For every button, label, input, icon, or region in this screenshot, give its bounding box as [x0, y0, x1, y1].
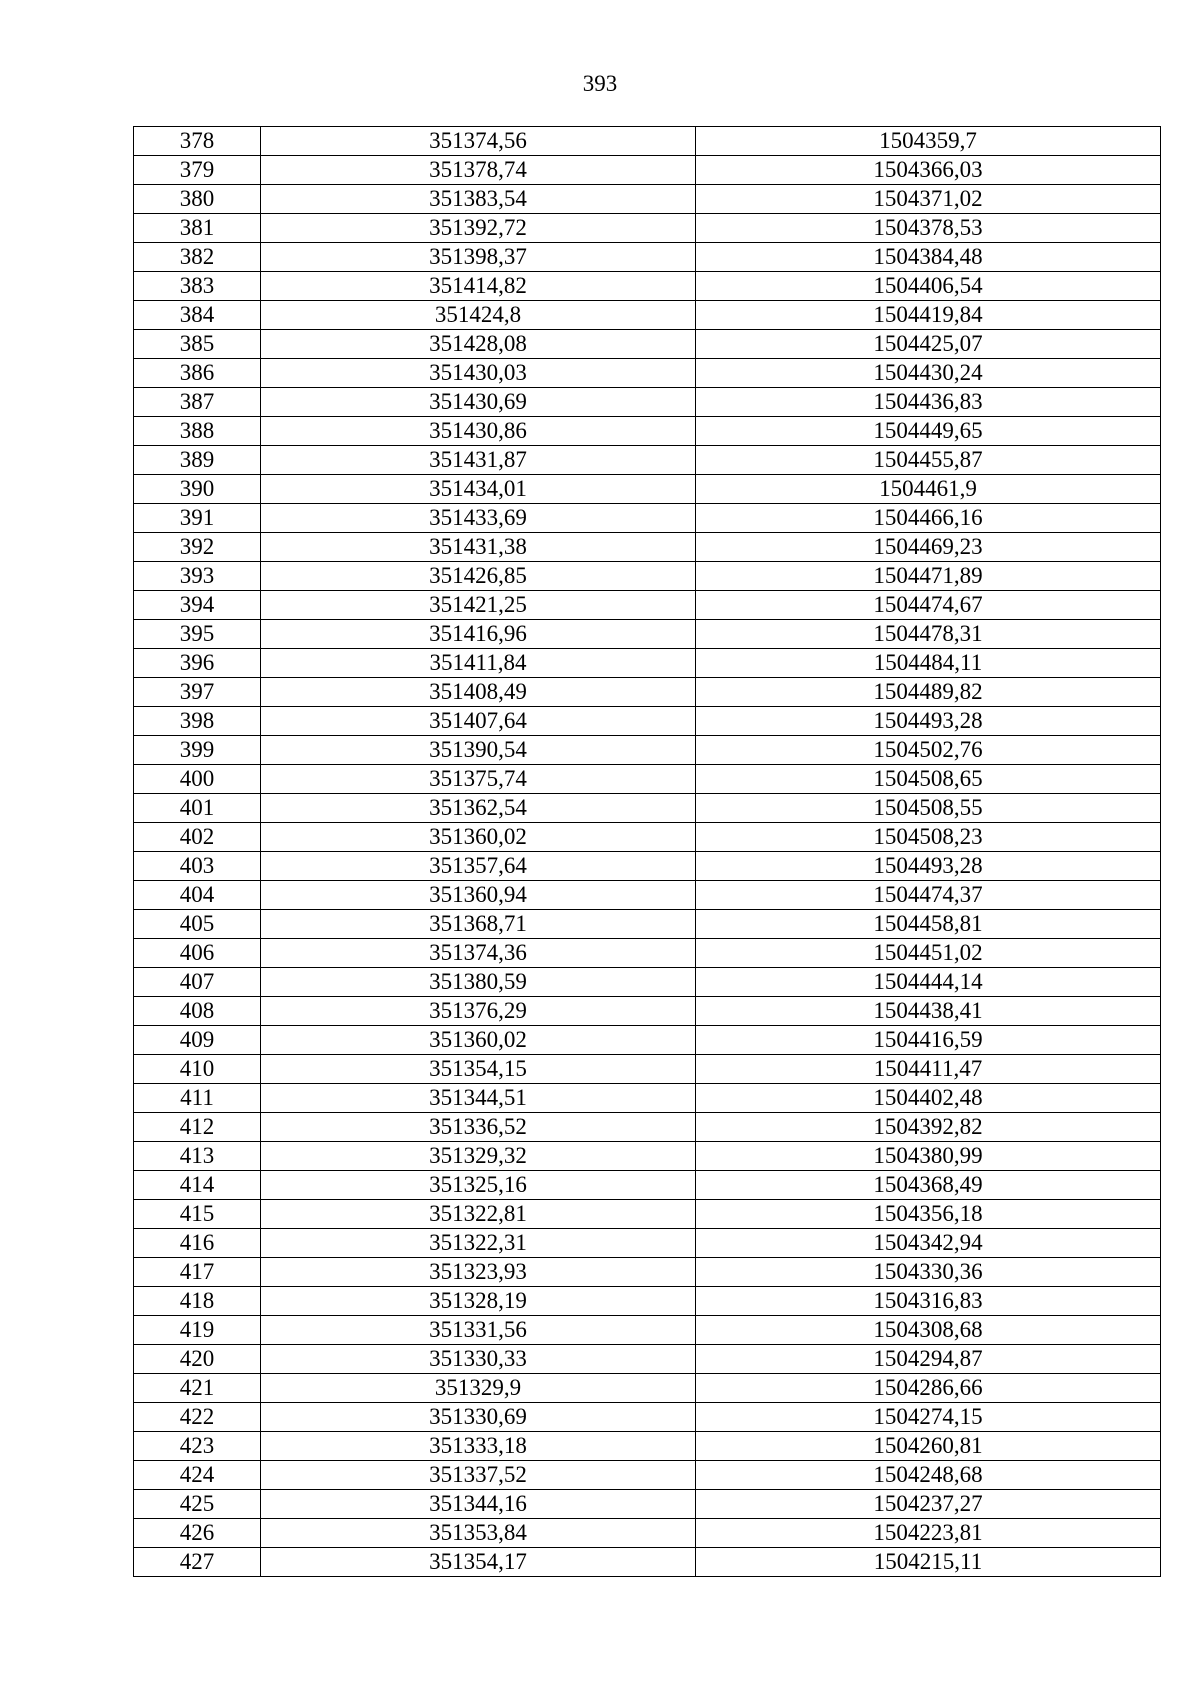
y-coordinate-cell: 1504425,07: [696, 330, 1161, 359]
table-row: [134, 765, 1161, 794]
table-row: [134, 910, 1161, 939]
y-coordinate-cell: 1504260,81: [696, 1432, 1161, 1461]
y-coordinate-cell: 1504493,28: [696, 852, 1161, 881]
point-number-cell: 401: [134, 794, 261, 823]
y-coordinate-cell: 1504368,49: [696, 1171, 1161, 1200]
x-coordinate-cell: 351426,85: [261, 562, 696, 591]
x-coordinate-cell: 351329,32: [261, 1142, 696, 1171]
point-number-cell: 394: [134, 591, 261, 620]
point-number-cell: 412: [134, 1113, 261, 1142]
point-number-cell: 426: [134, 1519, 261, 1548]
y-coordinate-cell: 1504469,23: [696, 533, 1161, 562]
y-coordinate-cell: 1504430,24: [696, 359, 1161, 388]
table-row: [134, 968, 1161, 997]
x-coordinate-cell: 351325,16: [261, 1171, 696, 1200]
table-row: [134, 997, 1161, 1026]
x-coordinate-cell: 351407,64: [261, 707, 696, 736]
table-row: [134, 1171, 1161, 1200]
x-coordinate-cell: 351375,74: [261, 765, 696, 794]
point-number-cell: 415: [134, 1200, 261, 1229]
y-coordinate-cell: 1504449,65: [696, 417, 1161, 446]
y-coordinate-cell: 1504466,16: [696, 504, 1161, 533]
y-coordinate-cell: 1504380,99: [696, 1142, 1161, 1171]
x-coordinate-cell: 351390,54: [261, 736, 696, 765]
point-number-cell: 399: [134, 736, 261, 765]
y-coordinate-cell: 1504359,7: [696, 127, 1161, 156]
x-coordinate-cell: 351416,96: [261, 620, 696, 649]
table-row: [134, 1548, 1161, 1577]
x-coordinate-cell: 351322,81: [261, 1200, 696, 1229]
x-coordinate-cell: 351411,84: [261, 649, 696, 678]
x-coordinate-cell: 351368,71: [261, 910, 696, 939]
y-coordinate-cell: 1504502,76: [696, 736, 1161, 765]
y-coordinate-cell: 1504489,82: [696, 678, 1161, 707]
y-coordinate-cell: 1504286,66: [696, 1374, 1161, 1403]
table-row: [134, 475, 1161, 504]
x-coordinate-cell: 351328,19: [261, 1287, 696, 1316]
table-row: [134, 533, 1161, 562]
y-coordinate-cell: 1504356,18: [696, 1200, 1161, 1229]
table-row: [134, 1374, 1161, 1403]
x-coordinate-cell: 351354,17: [261, 1548, 696, 1577]
x-coordinate-cell: 351431,38: [261, 533, 696, 562]
table-row: [134, 1113, 1161, 1142]
y-coordinate-cell: 1504371,02: [696, 185, 1161, 214]
y-coordinate-cell: 1504478,31: [696, 620, 1161, 649]
table-row: [134, 852, 1161, 881]
x-coordinate-cell: 351374,56: [261, 127, 696, 156]
y-coordinate-cell: 1504438,41: [696, 997, 1161, 1026]
point-number-cell: 416: [134, 1229, 261, 1258]
x-coordinate-cell: 351360,94: [261, 881, 696, 910]
x-coordinate-cell: 351408,49: [261, 678, 696, 707]
x-coordinate-cell: 351344,16: [261, 1490, 696, 1519]
point-number-cell: 411: [134, 1084, 261, 1113]
x-coordinate-cell: 351362,54: [261, 794, 696, 823]
y-coordinate-cell: 1504444,14: [696, 968, 1161, 997]
table-row: [134, 649, 1161, 678]
point-number-cell: 398: [134, 707, 261, 736]
x-coordinate-cell: 351336,52: [261, 1113, 696, 1142]
x-coordinate-cell: 351353,84: [261, 1519, 696, 1548]
point-number-cell: 400: [134, 765, 261, 794]
y-coordinate-cell: 1504461,9: [696, 475, 1161, 504]
point-number-cell: 419: [134, 1316, 261, 1345]
x-coordinate-cell: 351376,29: [261, 997, 696, 1026]
point-number-cell: 384: [134, 301, 261, 330]
point-number-cell: 383: [134, 272, 261, 301]
table-row: [134, 330, 1161, 359]
table-row: [134, 417, 1161, 446]
x-coordinate-cell: 351331,56: [261, 1316, 696, 1345]
y-coordinate-cell: 1504508,23: [696, 823, 1161, 852]
table-row: [134, 243, 1161, 272]
x-coordinate-cell: 351378,74: [261, 156, 696, 185]
table-row: [134, 736, 1161, 765]
x-coordinate-cell: 351431,87: [261, 446, 696, 475]
x-coordinate-cell: 351430,69: [261, 388, 696, 417]
table-row: [134, 388, 1161, 417]
page-number: 393: [582, 71, 618, 96]
y-coordinate-cell: 1504493,28: [696, 707, 1161, 736]
point-number-cell: 420: [134, 1345, 261, 1374]
table-row: [134, 272, 1161, 301]
y-coordinate-cell: 1504416,59: [696, 1026, 1161, 1055]
point-number-cell: 381: [134, 214, 261, 243]
table-row: [134, 1345, 1161, 1374]
table-row: [134, 562, 1161, 591]
point-number-cell: 424: [134, 1461, 261, 1490]
table-row: [134, 881, 1161, 910]
point-number-cell: 404: [134, 881, 261, 910]
x-coordinate-cell: 351430,03: [261, 359, 696, 388]
x-coordinate-cell: 351383,54: [261, 185, 696, 214]
point-number-cell: 414: [134, 1171, 261, 1200]
x-coordinate-cell: 351398,37: [261, 243, 696, 272]
y-coordinate-cell: 1504223,81: [696, 1519, 1161, 1548]
table-row: [134, 301, 1161, 330]
y-coordinate-cell: 1504215,11: [696, 1548, 1161, 1577]
point-number-cell: 403: [134, 852, 261, 881]
point-number-cell: 405: [134, 910, 261, 939]
table-row: [134, 359, 1161, 388]
y-coordinate-cell: 1504484,11: [696, 649, 1161, 678]
point-number-cell: 408: [134, 997, 261, 1026]
x-coordinate-cell: 351392,72: [261, 214, 696, 243]
point-number-cell: 386: [134, 359, 261, 388]
table-row: [134, 214, 1161, 243]
x-coordinate-cell: 351428,08: [261, 330, 696, 359]
coordinates-table: [133, 126, 1161, 1577]
x-coordinate-cell: 351380,59: [261, 968, 696, 997]
y-coordinate-cell: 1504436,83: [696, 388, 1161, 417]
x-coordinate-cell: 351354,15: [261, 1055, 696, 1084]
y-coordinate-cell: 1504474,67: [696, 591, 1161, 620]
y-coordinate-cell: 1504366,03: [696, 156, 1161, 185]
y-coordinate-cell: 1504474,37: [696, 881, 1161, 910]
table-row: [134, 707, 1161, 736]
table-row: [134, 1026, 1161, 1055]
x-coordinate-cell: 351322,31: [261, 1229, 696, 1258]
table-row: [134, 1316, 1161, 1345]
point-number-cell: 395: [134, 620, 261, 649]
point-number-cell: 380: [134, 185, 261, 214]
point-number-cell: 385: [134, 330, 261, 359]
x-coordinate-cell: 351434,01: [261, 475, 696, 504]
y-coordinate-cell: 1504274,15: [696, 1403, 1161, 1432]
table-row: [134, 678, 1161, 707]
x-coordinate-cell: 351344,51: [261, 1084, 696, 1113]
table-row: [134, 156, 1161, 185]
table-row: [134, 1055, 1161, 1084]
y-coordinate-cell: 1504316,83: [696, 1287, 1161, 1316]
y-coordinate-cell: 1504384,48: [696, 243, 1161, 272]
y-coordinate-cell: 1504419,84: [696, 301, 1161, 330]
point-number-cell: 396: [134, 649, 261, 678]
table-row: [134, 1403, 1161, 1432]
table-row: [134, 1519, 1161, 1548]
table-row: [134, 185, 1161, 214]
point-number-cell: 392: [134, 533, 261, 562]
y-coordinate-cell: 1504411,47: [696, 1055, 1161, 1084]
table-row: [134, 504, 1161, 533]
table-row: [134, 794, 1161, 823]
y-coordinate-cell: 1504451,02: [696, 939, 1161, 968]
point-number-cell: 402: [134, 823, 261, 852]
table-row: [134, 1084, 1161, 1113]
x-coordinate-cell: 351337,52: [261, 1461, 696, 1490]
point-number-cell: 379: [134, 156, 261, 185]
point-number-cell: 425: [134, 1490, 261, 1519]
y-coordinate-cell: 1504471,89: [696, 562, 1161, 591]
table-row: [134, 1490, 1161, 1519]
y-coordinate-cell: 1504378,53: [696, 214, 1161, 243]
point-number-cell: 417: [134, 1258, 261, 1287]
point-number-cell: 391: [134, 504, 261, 533]
y-coordinate-cell: 1504392,82: [696, 1113, 1161, 1142]
table-row: [134, 446, 1161, 475]
point-number-cell: 382: [134, 243, 261, 272]
y-coordinate-cell: 1504458,81: [696, 910, 1161, 939]
y-coordinate-cell: 1504308,68: [696, 1316, 1161, 1345]
point-number-cell: 407: [134, 968, 261, 997]
x-coordinate-cell: 351360,02: [261, 1026, 696, 1055]
y-coordinate-cell: 1504237,27: [696, 1490, 1161, 1519]
table-row: [134, 591, 1161, 620]
table-row: [134, 1229, 1161, 1258]
table-row: [134, 1461, 1161, 1490]
x-coordinate-cell: 351323,93: [261, 1258, 696, 1287]
x-coordinate-cell: 351329,9: [261, 1374, 696, 1403]
point-number-cell: 409: [134, 1026, 261, 1055]
y-coordinate-cell: 1504508,55: [696, 794, 1161, 823]
table-row: [134, 823, 1161, 852]
point-number-cell: 418: [134, 1287, 261, 1316]
point-number-cell: 388: [134, 417, 261, 446]
point-number-cell: 393: [134, 562, 261, 591]
point-number-cell: 422: [134, 1403, 261, 1432]
point-number-cell: 387: [134, 388, 261, 417]
table-row: [134, 127, 1161, 156]
x-coordinate-cell: 351360,02: [261, 823, 696, 852]
point-number-cell: 397: [134, 678, 261, 707]
x-coordinate-cell: 351330,33: [261, 1345, 696, 1374]
x-coordinate-cell: 351421,25: [261, 591, 696, 620]
y-coordinate-cell: 1504294,87: [696, 1345, 1161, 1374]
table-row: [134, 1200, 1161, 1229]
x-coordinate-cell: 351433,69: [261, 504, 696, 533]
x-coordinate-cell: 351424,8: [261, 301, 696, 330]
coordinates-table-body: [134, 127, 1161, 1577]
table-row: [134, 939, 1161, 968]
point-number-cell: 406: [134, 939, 261, 968]
table-row: [134, 1432, 1161, 1461]
point-number-cell: 378: [134, 127, 261, 156]
point-number-cell: 389: [134, 446, 261, 475]
table-row: [134, 1258, 1161, 1287]
y-coordinate-cell: 1504248,68: [696, 1461, 1161, 1490]
x-coordinate-cell: 351333,18: [261, 1432, 696, 1461]
y-coordinate-cell: 1504508,65: [696, 765, 1161, 794]
point-number-cell: 423: [134, 1432, 261, 1461]
y-coordinate-cell: 1504455,87: [696, 446, 1161, 475]
point-number-cell: 410: [134, 1055, 261, 1084]
point-number-cell: 427: [134, 1548, 261, 1577]
point-number-cell: 413: [134, 1142, 261, 1171]
point-number-cell: 390: [134, 475, 261, 504]
table-row: [134, 1142, 1161, 1171]
y-coordinate-cell: 1504330,36: [696, 1258, 1161, 1287]
x-coordinate-cell: 351414,82: [261, 272, 696, 301]
point-number-cell: 421: [134, 1374, 261, 1403]
y-coordinate-cell: 1504342,94: [696, 1229, 1161, 1258]
table-row: [134, 620, 1161, 649]
x-coordinate-cell: 351330,69: [261, 1403, 696, 1432]
y-coordinate-cell: 1504402,48: [696, 1084, 1161, 1113]
x-coordinate-cell: 351430,86: [261, 417, 696, 446]
table-row: [134, 1287, 1161, 1316]
y-coordinate-cell: 1504406,54: [696, 272, 1161, 301]
x-coordinate-cell: 351374,36: [261, 939, 696, 968]
x-coordinate-cell: 351357,64: [261, 852, 696, 881]
